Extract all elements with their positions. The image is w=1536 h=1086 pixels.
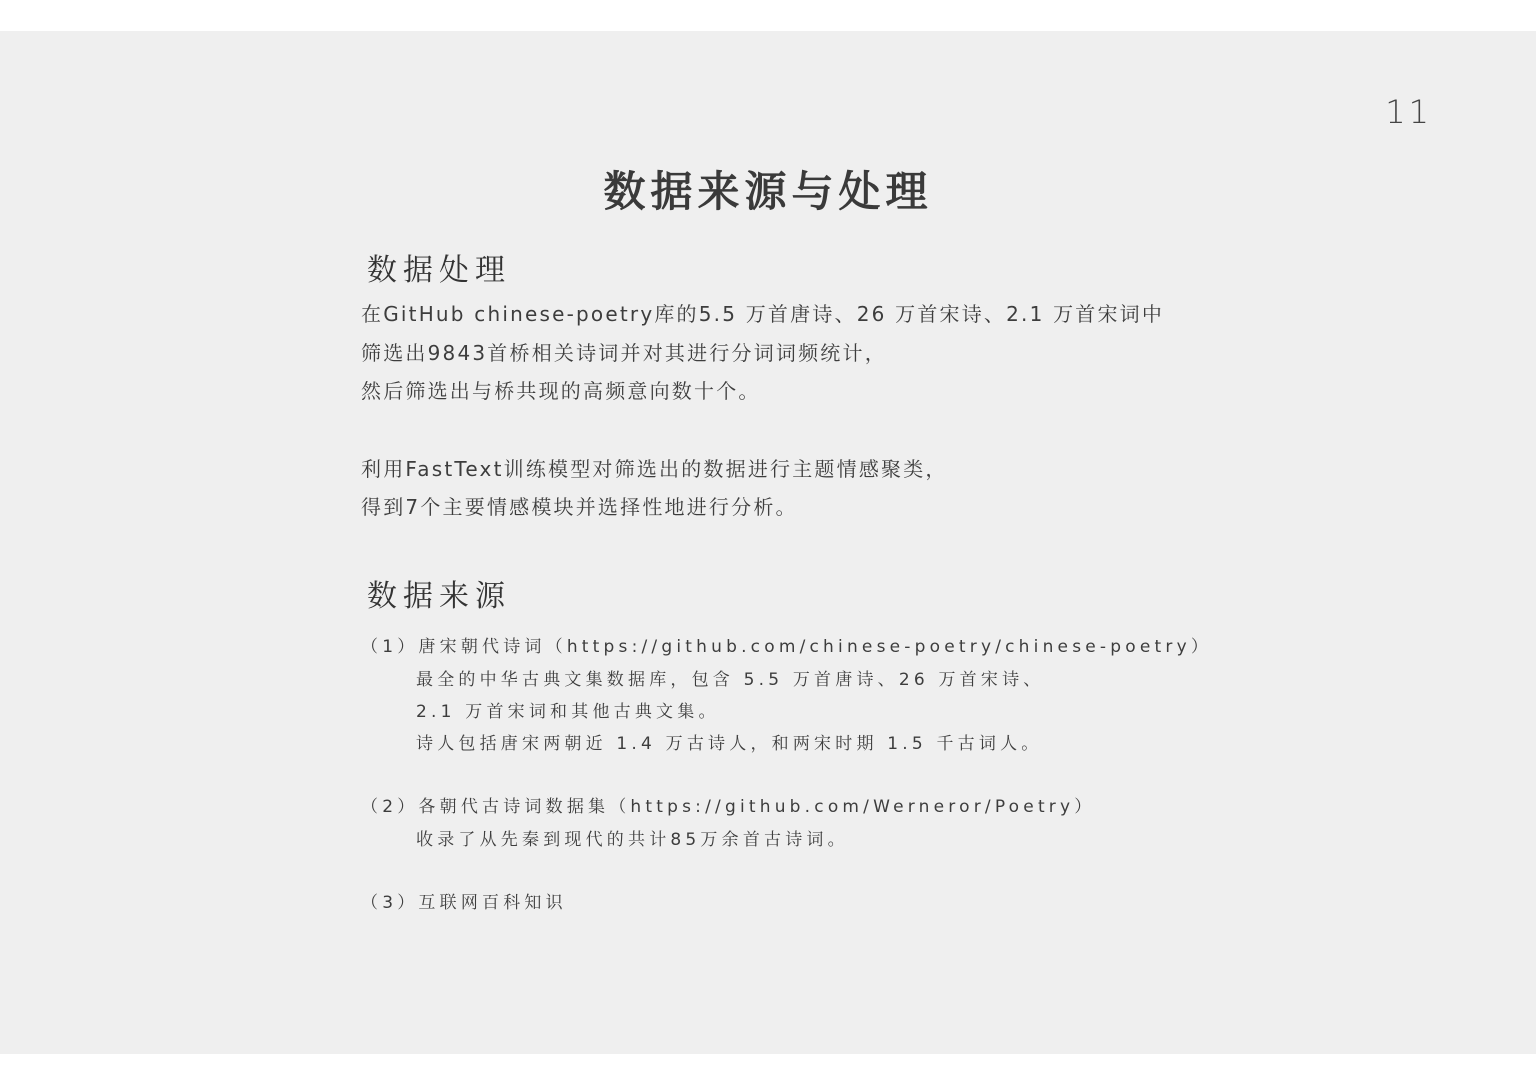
- section-heading-source: 数据来源: [367, 579, 511, 614]
- page-title: 数据来源与处理: [603, 167, 933, 216]
- processing-line: 在GitHub chinese-poetry库的5.5 万首唐诗、26 万首宋诗、2.1 万首宋词中: [361, 302, 1165, 326]
- section-heading-processing: 数据处理: [367, 253, 511, 288]
- source-item-desc: 诗人包括唐宋两朝近 1.4 万古诗人，和两宋时期 1.5 千古词人。: [416, 734, 1043, 754]
- source-item-desc: 2.1 万首宋词和其他古典文集。: [416, 702, 720, 722]
- source-item-title: （1）唐宋朝代诗词（https://github.com/chinese-poetry/chinese-poetry）: [361, 637, 1213, 657]
- processing-line: 筛选出9843首桥相关诗词并对其进行分词词频统计，: [361, 341, 887, 365]
- slide: [0, 31, 1536, 1054]
- page-number: 11: [1385, 93, 1432, 131]
- processing-line: 利用FastText训练模型对筛选出的数据进行主题情感聚类，: [361, 457, 948, 481]
- source-item-title: （3）互联网百科知识: [361, 893, 567, 913]
- source-item-desc: 收录了从先秦到现代的共计85万余首古诗词。: [416, 830, 849, 850]
- processing-line: 得到7个主要情感模块并选择性地进行分析。: [361, 495, 798, 519]
- source-item-title: （2）各朝代古诗词数据集（https://github.com/Werneror/Poetry）: [361, 797, 1096, 817]
- source-item-desc: 最全的中华古典文集数据库，包含 5.5 万首唐诗、26 万首宋诗、: [416, 670, 1045, 690]
- processing-line: 然后筛选出与桥共现的高频意向数十个。: [361, 379, 761, 403]
